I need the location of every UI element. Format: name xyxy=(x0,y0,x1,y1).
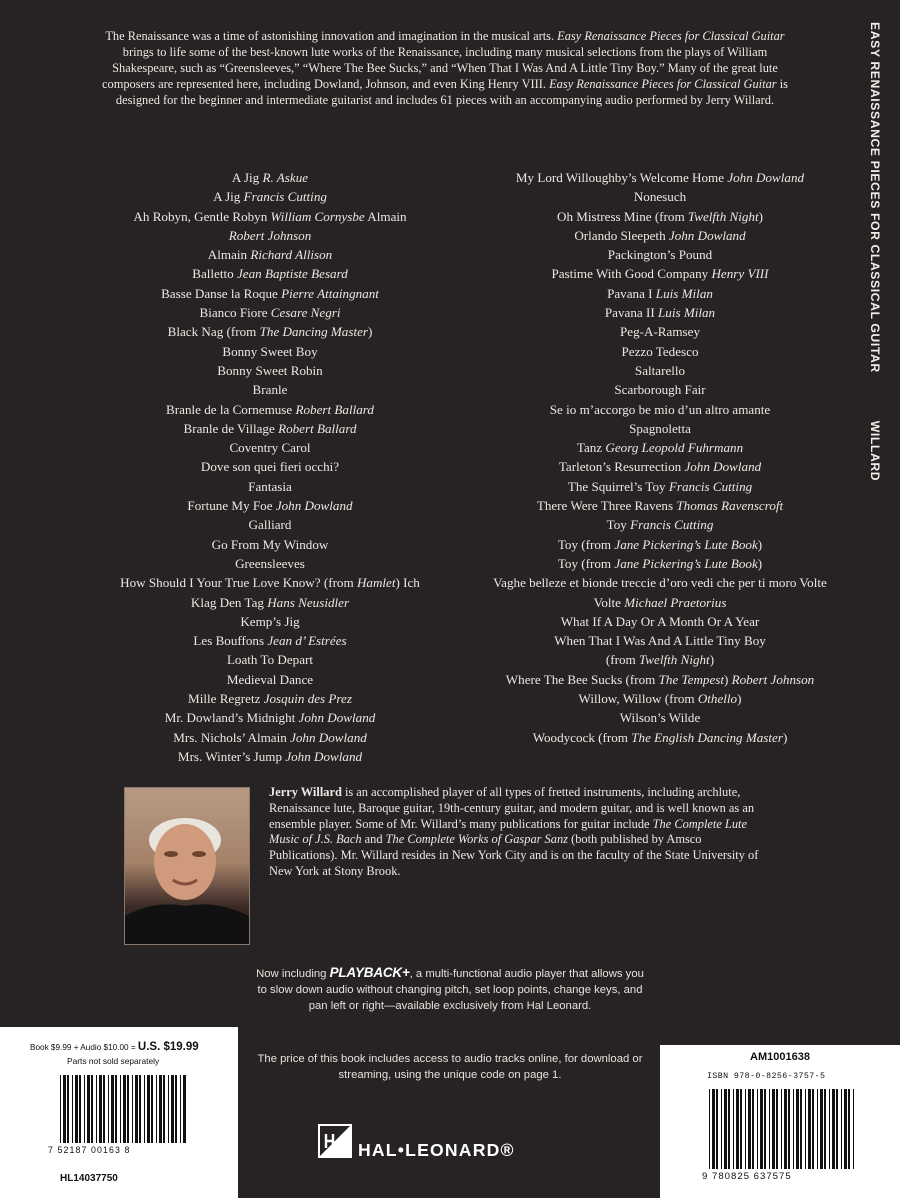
italic-run: Michael Praetorius xyxy=(624,594,727,610)
italic-run: R. Askue xyxy=(262,170,309,185)
text-run: is designed for the beginner and intermediate guitarist and includes 61 pieces with an accompanying audio performed by Jerry Willard. xyxy=(115,77,788,107)
italic-run: Othello xyxy=(697,691,738,707)
text-run: Medieval Dance xyxy=(226,671,314,687)
isbn-number: ISBN 978-0-8256-3757-5 xyxy=(707,1072,826,1081)
text-run: Dove son quei fieri occhi? xyxy=(200,459,340,475)
hl-code: HL14037750 xyxy=(60,1173,118,1184)
text-run: Galliard xyxy=(248,517,292,533)
text-run: Go From My Window xyxy=(211,536,329,552)
text-run: Woodycock (from xyxy=(532,729,632,745)
text-run: The Renaissance was a time of astonishing innovation and imagination in the musical arts. xyxy=(105,29,558,43)
italic-run: John Dowland xyxy=(275,498,353,514)
italic-run: Jean Baptiste Besard xyxy=(236,266,348,282)
italic-run: John Dowland xyxy=(668,227,746,243)
barcode-bar xyxy=(159,1075,162,1143)
italic-run: Josquin des Prez xyxy=(263,691,352,707)
text-run: Branle xyxy=(252,382,288,398)
text-run: Volte xyxy=(593,594,625,610)
song-title xyxy=(455,728,865,747)
song-title xyxy=(455,477,865,496)
italic-run: Hamlet xyxy=(356,575,396,591)
italic-run: Jane Pickering’s Lute Book xyxy=(614,536,758,552)
italic-run: Easy Renaissance Pieces for Classical Guitar xyxy=(549,77,777,91)
song-title xyxy=(70,496,470,515)
text-run: Tarleton’s Resurrection xyxy=(558,459,685,475)
text-run: Nonesuch xyxy=(633,189,687,205)
italic-run: The Complete Lute Music of J.S. Bach xyxy=(269,816,747,847)
hal-leonard-logo xyxy=(318,1124,578,1164)
barcode-bar xyxy=(156,1075,157,1143)
text-run: Pezzo Tedesco xyxy=(621,343,699,359)
upc-barcode xyxy=(58,1075,186,1143)
song-title xyxy=(455,168,865,187)
barcode-bar xyxy=(752,1089,754,1169)
italic-run: Jean d’ Estrées xyxy=(267,633,347,649)
barcode-bar xyxy=(99,1075,102,1143)
playback-logo: PLAYBACK+ xyxy=(329,965,410,980)
text-run: Loath To Depart xyxy=(226,652,314,668)
italic-run: Luis Milan xyxy=(655,285,713,301)
barcode-bar xyxy=(820,1089,823,1169)
song-title xyxy=(70,380,470,399)
text-run: How Should I Your True Love Know? (from xyxy=(120,575,357,591)
bold-run: Jerry Willard xyxy=(269,785,342,799)
italic-run: Pierre Attaingnant xyxy=(281,285,379,301)
song-title xyxy=(70,670,470,689)
hal-leonard-mark-icon xyxy=(318,1124,352,1158)
italic-run: Easy Renaissance Pieces for Classical Guitar xyxy=(557,29,785,43)
italic-run: Richard Allison xyxy=(250,247,333,263)
italic-run: Twelfth Night xyxy=(639,652,710,668)
song-title xyxy=(455,322,865,341)
italic-run: Twelfth Night xyxy=(687,208,759,224)
barcode-bar xyxy=(175,1075,177,1143)
text-run: Les Bouffons xyxy=(193,633,268,649)
text-run: What If A Day Or A Month Or A Year xyxy=(560,613,760,629)
text-run: Balletto xyxy=(192,266,237,282)
text-run: Greensleeves xyxy=(235,555,305,571)
barcode-bar xyxy=(127,1075,129,1143)
song-title xyxy=(455,342,865,361)
song-title xyxy=(455,438,865,457)
italic-run: John Dowland xyxy=(727,170,805,185)
price-line xyxy=(30,1041,199,1053)
text-run: Vaghe belleze et bionde treccie d’oro vedi che per ti moro Volte xyxy=(493,575,827,591)
text-run: Pavana I xyxy=(607,285,656,301)
text-run: (both published by Amsco Publications). Mr. Willard resides in New York City and is on the faculty of the State University of New York at Stony Brook. xyxy=(269,832,759,878)
text-run: ) xyxy=(757,555,763,571)
barcode-bar xyxy=(736,1089,739,1169)
text-run: Packington’s Pound xyxy=(607,247,713,263)
ean-digits: 9 780825 637575 xyxy=(702,1171,792,1182)
barcode-bar xyxy=(808,1089,811,1169)
song-title xyxy=(70,708,470,727)
author-photo xyxy=(124,787,250,945)
text-run: Spagnoletta xyxy=(629,420,691,436)
text-run: Tanz xyxy=(576,440,606,456)
italic-run: John Dowland xyxy=(298,710,376,726)
text-run: and xyxy=(361,832,386,847)
barcode-bar xyxy=(139,1075,141,1143)
song-title xyxy=(455,573,865,592)
italic-run: Robert Johnson xyxy=(731,671,815,687)
song-title xyxy=(70,207,470,226)
barcode-bar xyxy=(120,1075,121,1143)
italic-run: Robert Johnson xyxy=(228,227,312,243)
barcode-bar xyxy=(800,1089,802,1169)
text-run: There Were Three Ravens xyxy=(536,498,677,514)
publisher-name: HAL•LEONARD® xyxy=(358,1140,515,1160)
text-run: ) xyxy=(737,691,742,707)
text-run: Orlando Sleepeth xyxy=(574,227,669,243)
italic-run: Cesare Negri xyxy=(270,305,341,321)
barcode-bar xyxy=(115,1075,117,1143)
barcode-bar xyxy=(805,1089,806,1169)
barcode-bar xyxy=(111,1075,114,1143)
text-run: Peg-A-Ramsey xyxy=(619,324,700,340)
intro-text xyxy=(100,28,790,108)
barcode-bar xyxy=(123,1075,126,1143)
song-title xyxy=(70,226,470,245)
barcode-bar xyxy=(796,1089,799,1169)
text-run: brings to life some of the best-known lute works of the Renaissance, including many musical selections from the plays of William Shakespeare, such as “Greensleeves,” “Where The Bee Sucks,” and “When That I Was And A Little Tiny Boy.” Many of the great lute composers are represented here, including Dowland, Johnson, and even King Henry VIII. xyxy=(102,45,778,91)
playback-notice xyxy=(250,965,650,1014)
text-run: ) xyxy=(782,729,788,745)
text-run: Almain xyxy=(364,208,407,224)
song-title xyxy=(455,419,865,438)
barcode-bar xyxy=(135,1075,138,1143)
barcode-bar xyxy=(812,1089,814,1169)
italic-run: Hans Neusidler xyxy=(267,594,350,610)
barcode-bar xyxy=(817,1089,818,1169)
text-run: (from xyxy=(605,652,639,668)
barcode-bar xyxy=(824,1089,826,1169)
italic-run: Jane Pickering’s Lute Book xyxy=(614,555,758,571)
spine-title: EASY RENAISSANCE PIECES FOR CLASSICAL GUITAR xyxy=(868,22,882,373)
song-title xyxy=(455,284,865,303)
barcode-bar xyxy=(772,1089,775,1169)
text-run: Bonny Sweet Boy xyxy=(222,343,318,359)
text-run: is an accomplished player of all types of fretted instruments, including archlute, Renaissance lute, Baroque guitar, 19th-century guitar, and modern guitar, and is well known as an ensemble player. Some of Mr. Willard’s many publications for guitar include xyxy=(269,785,755,831)
text-run: Mr. Dowland’s Midnight xyxy=(164,710,299,726)
barcode-bar xyxy=(760,1089,763,1169)
barcode-bar xyxy=(168,1075,169,1143)
text-run: Where The Bee Sucks (from xyxy=(505,671,659,687)
barcode-bar xyxy=(75,1075,78,1143)
barcode-bar xyxy=(844,1089,847,1169)
text-run: ) Ich xyxy=(395,575,420,591)
song-title xyxy=(455,554,865,573)
barcode-bar xyxy=(740,1089,742,1169)
song-title xyxy=(70,168,470,187)
text-run: Toy xyxy=(606,517,631,533)
song-title xyxy=(455,245,865,264)
song-title xyxy=(70,477,470,496)
barcode-bar xyxy=(132,1075,133,1143)
barcode-bar xyxy=(144,1075,145,1143)
barcode-bar xyxy=(836,1089,838,1169)
song-title xyxy=(455,670,865,689)
barcode-bar xyxy=(60,1075,61,1143)
italic-run: The Tempest xyxy=(658,671,724,687)
song-title xyxy=(70,689,470,708)
price-breakdown: Book $9.99 + Audio $10.00 = xyxy=(30,1043,138,1052)
barcode-bar xyxy=(764,1089,766,1169)
author-bio xyxy=(269,785,769,880)
am-code: AM1001638 xyxy=(750,1051,810,1063)
song-title xyxy=(455,457,865,476)
barcode-bar xyxy=(79,1075,81,1143)
song-title xyxy=(455,380,865,399)
text-run: When That I Was And A Little Tiny Boy xyxy=(554,633,766,649)
song-title xyxy=(70,264,470,283)
song-title xyxy=(70,747,470,766)
italic-run: Francis Cutting xyxy=(243,189,327,205)
text-run: The Squirrel’s Toy xyxy=(567,478,669,494)
song-title xyxy=(70,535,470,554)
song-title xyxy=(70,342,470,361)
text-run: Willow, Willow (from xyxy=(578,691,698,707)
barcode-bar xyxy=(853,1089,854,1169)
song-title xyxy=(70,303,470,322)
barcode-bar xyxy=(724,1089,727,1169)
text-run: ) xyxy=(709,652,715,668)
barcode-bar xyxy=(180,1075,181,1143)
song-title xyxy=(70,245,470,264)
song-title xyxy=(455,650,865,669)
text-run: My Lord Willoughby’s Welcome Home xyxy=(515,170,728,185)
song-title xyxy=(455,689,865,708)
italic-run: Francis Cutting xyxy=(630,517,714,533)
spine-author: WILLARD xyxy=(868,420,882,482)
song-title xyxy=(70,515,470,534)
song-title xyxy=(455,612,865,631)
text-run: Bonny Sweet Robin xyxy=(217,362,323,378)
text-run: Toy (from xyxy=(557,555,615,571)
barcode-bar xyxy=(147,1075,150,1143)
barcode-bar xyxy=(745,1089,746,1169)
spine-text xyxy=(868,22,882,481)
text-run: Almain xyxy=(207,247,251,263)
text-run: Mrs. Winter’s Jump xyxy=(177,748,286,764)
song-title xyxy=(455,207,865,226)
text-run: Branle de la Cornemuse xyxy=(166,401,296,417)
barcode-bar xyxy=(784,1089,787,1169)
italic-run: The English Dancing Master xyxy=(631,729,783,745)
text-run: Kemp’s Jig xyxy=(240,613,300,629)
playback-before: Now including xyxy=(256,968,330,980)
upc-digits: 7 52187 00163 8 xyxy=(48,1145,131,1155)
barcode-bar xyxy=(733,1089,734,1169)
barcode-bar xyxy=(728,1089,730,1169)
text-run: Fantasia xyxy=(248,478,292,494)
barcode-bar xyxy=(788,1089,790,1169)
song-title xyxy=(70,322,470,341)
barcode-bar xyxy=(769,1089,770,1169)
song-list-right xyxy=(455,168,865,747)
barcode-bar xyxy=(793,1089,794,1169)
text-run: ) xyxy=(724,671,732,687)
song-list-left xyxy=(70,168,470,766)
text-run: Mille Regretz xyxy=(188,691,264,707)
barcode-bar xyxy=(848,1089,850,1169)
barcode-bar xyxy=(183,1075,186,1143)
text-run: Pastime With Good Company xyxy=(551,266,712,282)
text-run: Fortune My Foe xyxy=(187,498,276,514)
song-title xyxy=(70,573,470,592)
italic-run: John Dowland xyxy=(684,459,762,475)
price-total: U.S. $19.99 xyxy=(137,1041,199,1053)
barcode-bar xyxy=(84,1075,85,1143)
barcode-bar xyxy=(781,1089,782,1169)
italic-run: John Dowland xyxy=(290,729,367,745)
ean-barcode xyxy=(707,1089,857,1169)
barcode-bar xyxy=(841,1089,842,1169)
song-title xyxy=(455,303,865,322)
barcode-bar xyxy=(712,1089,715,1169)
song-title xyxy=(70,612,470,631)
not-sold-separately: Parts not sold separately xyxy=(67,1056,160,1066)
barcode-bar xyxy=(91,1075,93,1143)
song-title xyxy=(455,515,865,534)
price-box xyxy=(0,1027,238,1198)
song-title xyxy=(455,264,865,283)
text-run: Mrs. Nichols’ Almain xyxy=(173,729,291,745)
barcode-bar xyxy=(757,1089,758,1169)
italic-run: Luis Milan xyxy=(657,305,716,321)
barcode-bar xyxy=(163,1075,165,1143)
bio-text xyxy=(269,785,769,880)
song-title xyxy=(70,419,470,438)
playback-after: , a multi-functional audio player that allows you to slow down audio without changing pitch, set loop points, change keys, and pan left or right—available exclusively from Hal Leonard. xyxy=(257,968,644,1012)
text-run: ) xyxy=(757,536,763,552)
song-title xyxy=(455,631,865,650)
barcode-bar xyxy=(721,1089,722,1169)
text-run: Black Nag (from xyxy=(167,324,260,340)
song-title xyxy=(455,593,865,612)
barcode-bar xyxy=(151,1075,153,1143)
text-run: Wilson’s Wilde xyxy=(619,710,701,726)
text-run: Saltarello xyxy=(634,362,686,378)
song-title xyxy=(70,593,470,612)
italic-run: Robert Ballard xyxy=(295,401,374,417)
song-title xyxy=(70,438,470,457)
song-title xyxy=(70,631,470,650)
italic-run: Georg Leopold Fuhrmann xyxy=(605,440,744,456)
song-title xyxy=(455,708,865,727)
barcode-bar xyxy=(108,1075,109,1143)
text-run: Toy (from xyxy=(557,536,615,552)
song-title xyxy=(70,400,470,419)
song-title xyxy=(455,400,865,419)
barcode-bar xyxy=(72,1075,73,1143)
song-title xyxy=(70,728,470,747)
text-run: A Jig xyxy=(213,189,244,205)
song-title xyxy=(70,650,470,669)
italic-run: John Dowland xyxy=(285,748,363,764)
barcode-bar xyxy=(832,1089,835,1169)
text-run: Coventry Carol xyxy=(229,440,311,456)
text-run: Basse Danse la Roque xyxy=(161,285,282,301)
text-run: ) xyxy=(758,208,763,224)
isbn-box xyxy=(660,1045,900,1198)
song-title xyxy=(70,554,470,573)
audio-access-note: The price of this book includes access to audio tracks online, for download or streaming, using the unique code on page 1. xyxy=(257,1053,643,1081)
italic-run: Francis Cutting xyxy=(668,478,753,494)
song-title xyxy=(455,226,865,245)
text-run: Se io m’accorgo be mio d’un altro amante xyxy=(549,401,771,417)
intro-paragraph xyxy=(100,28,790,108)
text-run: Ah Robyn, Gentle Robyn xyxy=(133,208,271,224)
text-run: Oh Mistress Mine (from xyxy=(556,208,688,224)
barcode-bar xyxy=(103,1075,105,1143)
barcode-bar xyxy=(87,1075,90,1143)
text-run: Bianco Fiore xyxy=(199,305,271,321)
song-title xyxy=(70,361,470,380)
barcode-bar xyxy=(67,1075,69,1143)
barcode-bar xyxy=(709,1089,710,1169)
text-run: Klag Den Tag xyxy=(190,594,268,610)
italic-run: The Dancing Master xyxy=(259,324,368,340)
text-run: Scarborough Fair xyxy=(614,382,706,398)
barcode-bar xyxy=(96,1075,97,1143)
italic-run: Henry VIII xyxy=(711,266,769,282)
song-title xyxy=(455,535,865,554)
italic-run: The Complete Works of Gaspar Sanz xyxy=(385,832,568,847)
text-run: ) xyxy=(368,324,373,340)
song-title xyxy=(455,361,865,380)
song-title xyxy=(70,187,470,206)
barcode-bar xyxy=(716,1089,718,1169)
barcode-bar xyxy=(63,1075,66,1143)
italic-run: William Cornysbe xyxy=(270,208,365,224)
barcode-bar xyxy=(171,1075,174,1143)
italic-run: Robert Ballard xyxy=(278,420,357,436)
text-run: Pavana II xyxy=(604,305,658,321)
barcode-bar xyxy=(748,1089,751,1169)
song-title xyxy=(70,284,470,303)
text-run: Branle de Village xyxy=(183,420,279,436)
song-title xyxy=(455,496,865,515)
song-title xyxy=(70,457,470,476)
italic-run: Thomas Ravenscroft xyxy=(676,498,784,514)
barcode-bar xyxy=(776,1089,778,1169)
barcode-bar xyxy=(829,1089,830,1169)
text-run: A Jig xyxy=(231,170,263,185)
song-title xyxy=(455,187,865,206)
